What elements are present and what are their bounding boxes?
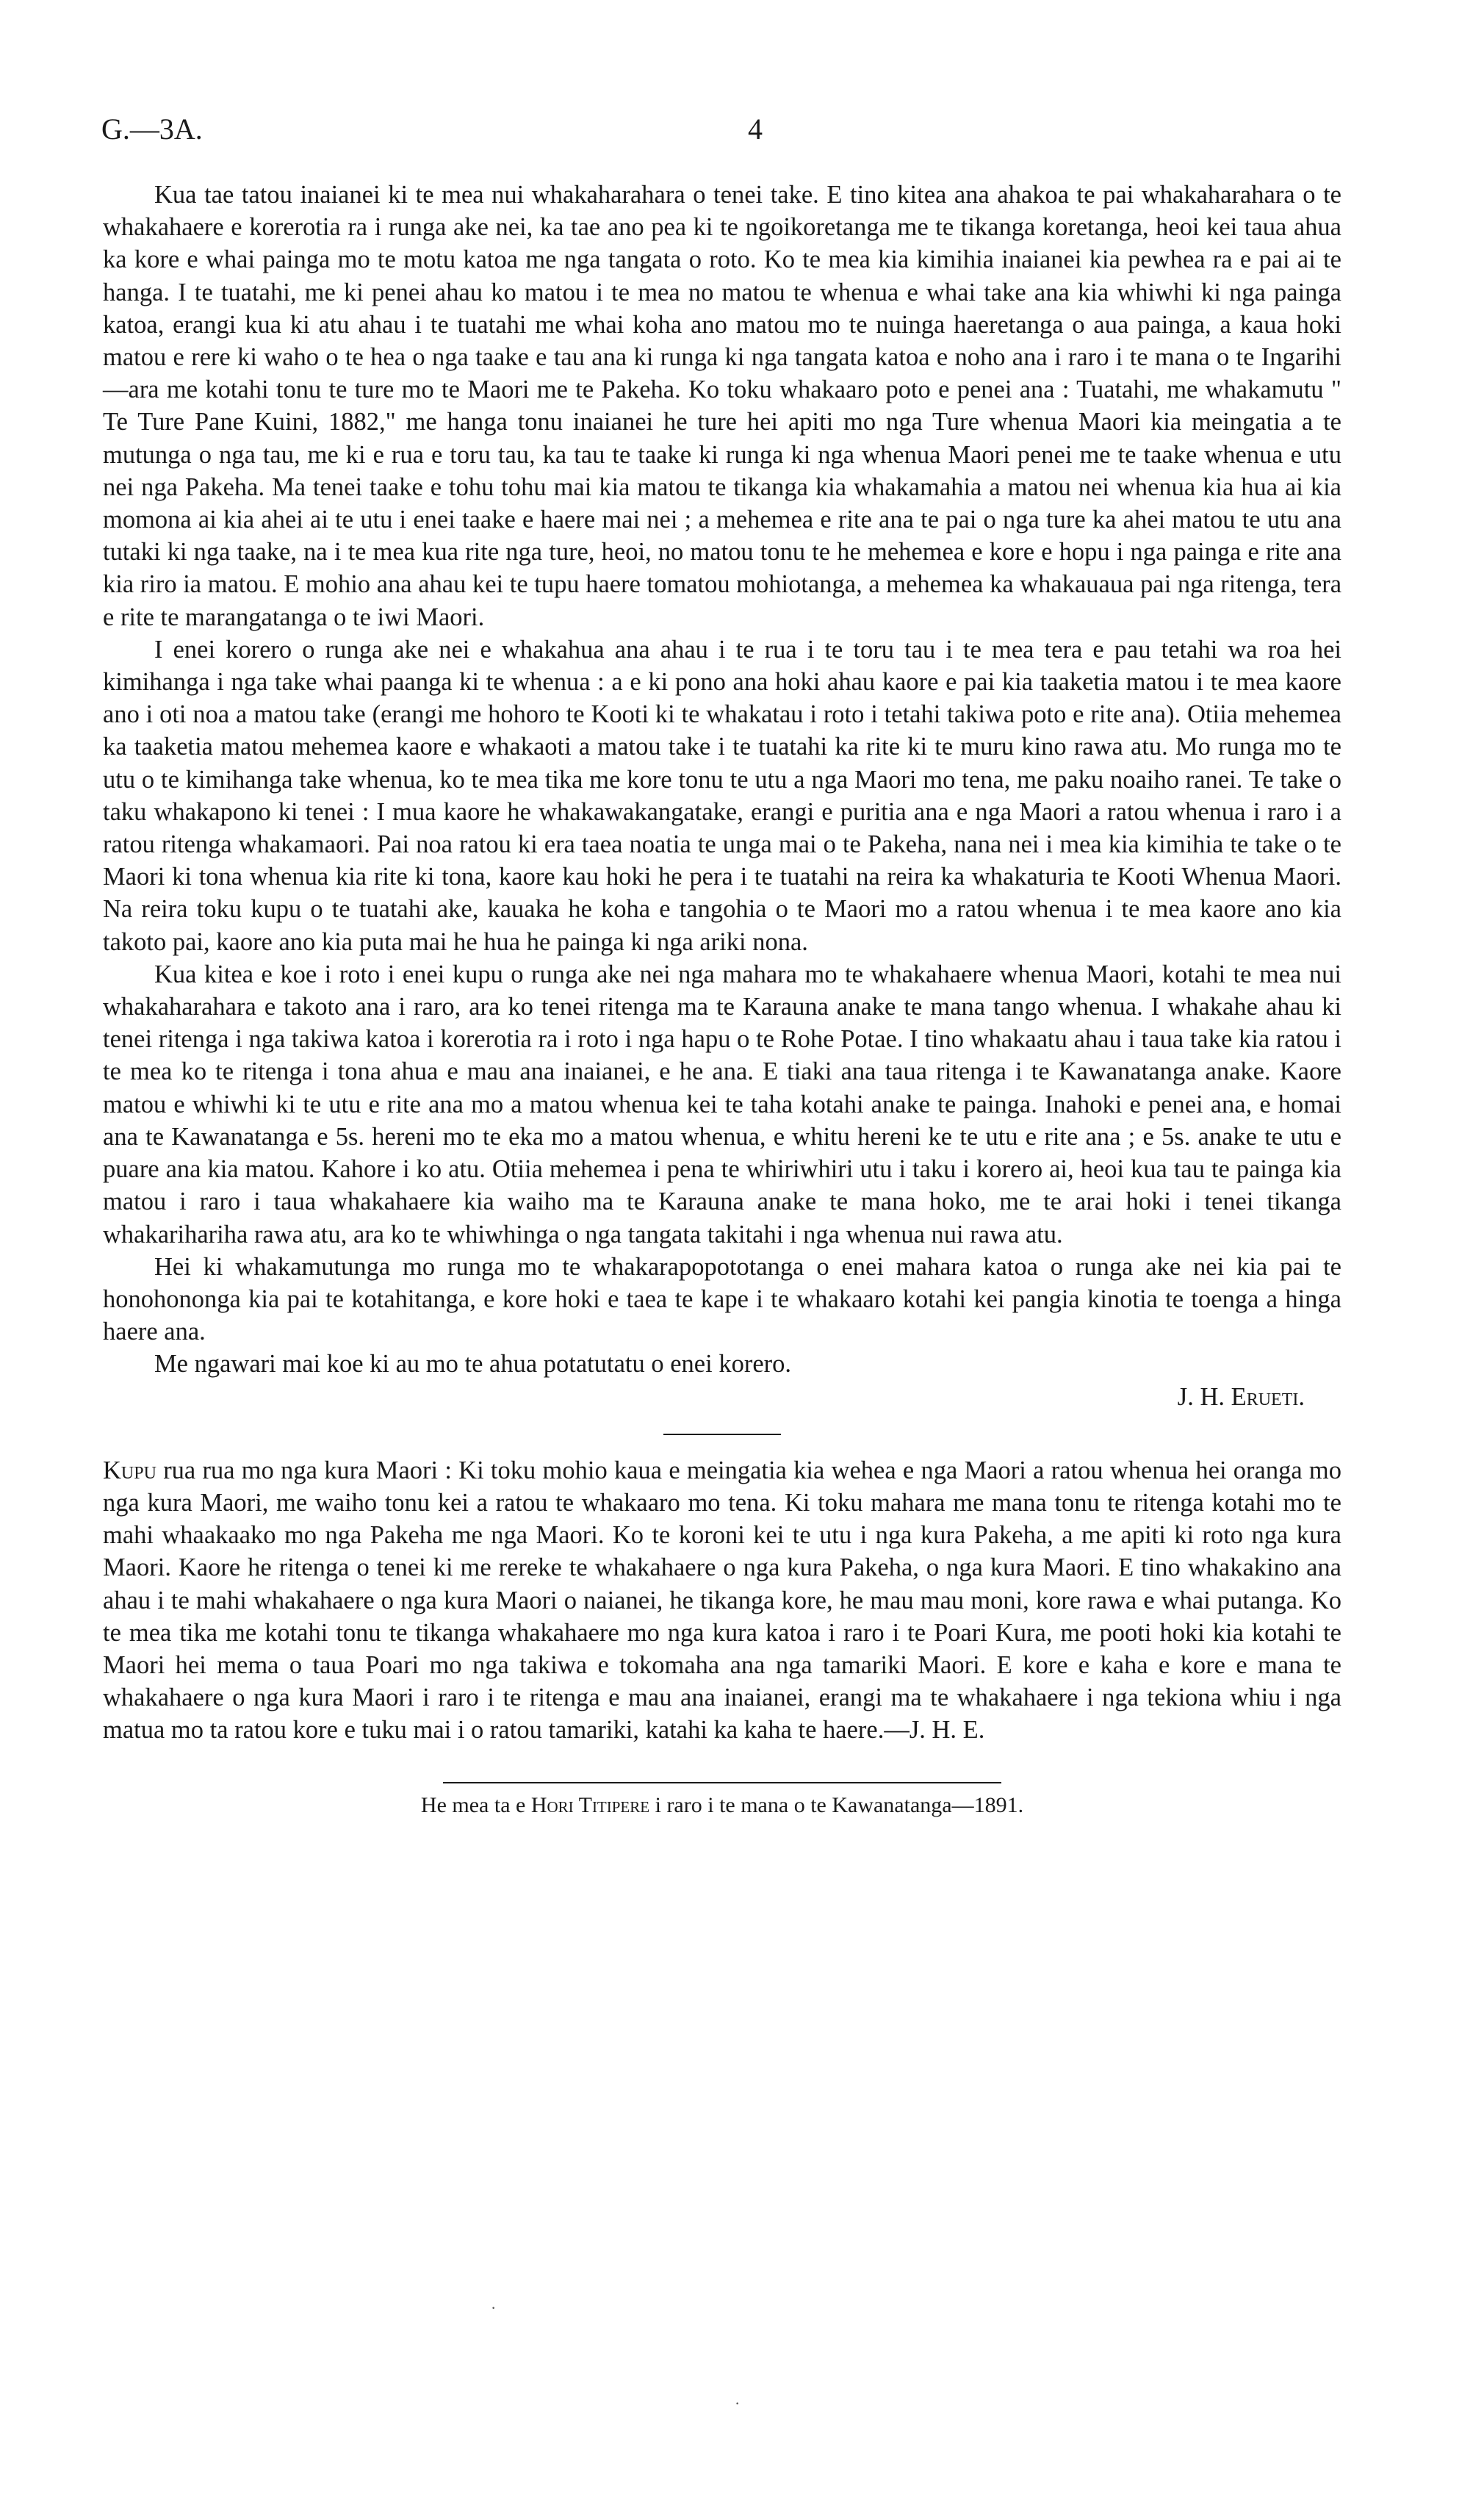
document-reference: G.—3A. [101,112,203,145]
paragraph: Hei ki whakamutunga mo runga mo te whakarapopototanga o enei mahara katoa o runga ake nei kia pai te honohononga kia pai te kotahitanga, e kore hoki e taea te kape i te whakaaro kotahi kei pangia kinotia te toenga a hinga haere ana. [103,1252,1341,1346]
paragraph: I enei korero o runga ake nei e whakahua ana ahau i te rua i te toru tau i te mea tera e pau tetahi wa roa hei kimihanga i nga take whai paanga ki te whenua : a e ki pono ana hoki ahau kaore e pai kia taaketia matou i te mea kaore ano i oti noa a matou take (erangi me hohoro te Kooti ki te whakatau i roto i tetahi takiwa poto e rite ana). Otiia mehemea ka taaketia matou mehemea kaore e whakaoti a matou take i te tuatahi ka rite ki te muru kino rawa atu. Mo runga mo te utu o te kimihanga take whenua, ko te mea tika me kore tonu te utu a nga Maori mo tena, me paku noaiho ranei. Te take o taku whakapono ki tenei : I mua kaore he whakawakangatake, erangi e puritia ana e nga Maori a ratou whenua i raro i a ratou ritenga whakamaori. Pai noa ratou ki era taea noatia te unga mai o te Pakeha, nana nei i mea kia kimihia te take o te Maori ki tona whenua kia rite ki tona, kaore kau hoki he pera i te tuatahi na reira ka whakaturia te Kooti Whenua Maori. Na reira toku kupu o te tuatahi ake, kauaka he koha e tangohia o te Maori mo a ratou whenua i te mea kaore ano kia takoto pai, kaore ano kia puta mai he hua he painga ki nga ariki nona. [103,635,1341,956]
section2-paragraph [103,1454,1341,1747]
signature-line [103,1381,1341,1413]
scan-speck: · [491,2299,497,2317]
imprint-post: i raro i te mana o te Kawanatanga—1891. [649,1792,1024,1817]
paragraph: Me ngawari mai koe ki au mo te ahua potatutatu o enei korero. [154,1350,791,1379]
section2-lead: Kupu [103,1456,156,1484]
imprint-pre: He mea ta e [420,1792,531,1817]
imprint-printer: Hori Titipere [530,1792,650,1817]
footer-divider [443,1782,1001,1783]
paragraph: Kua tae tatou inaianei ki te mea nui whakaharahara o tenei take. E tino kitea ana ahakoa te pai whakaharahara o te whakahaere e korerotia ra i runga ake nei, ka tae ano pea ki te ngoikoretanga me te tikanga koretanga, heoi kei taua ahua ka kore e whai painga mo te motu katoa me nga tangata o roto. Ko te mea kia kimihia inaianei kia pewhea ra e pai ai te hanga. I te tuatahi, me ki penei ahau ko matou i te mea no matou te whenua e whai take ana kia whiwhi ki nga painga katoa, erangi kua ki atu ahau i te tuatahi me whai koha ano matou mo te nuinga haeretanga o aua painga, a kaua hoki matou e rere ki waho o te hea o nga taake e tau ana ki runga ki nga tangata katoa e noho ana i raro i te mana o te Ingarihi—ara me kotahi tonu te ture mo te Maori me te Pakeha. Ko toku whakaaro poto e penei ana : Tuatahi, me whakamutu " Te Ture Pane Kuini, 1882," me hanga tonu inaianei he ture hei apiti mo nga Ture whenua Maori kia meingatia a te mutunga o nga tau, me ki e rua e toru tau, ka tau te taake ki runga ki nga whenua Maori penei me te taake whenua e utu nei nga Pakeha. Ma tenei taake e tohu tohu mai kia matou te tikanga kia whakamahia a matou nei whenua kia hua ai kia momona ai kia ahei ai te utu i enei taake e haere mai nei ; a mehemea e rite ana te pai o nga ture ka ahei matou te utu ana tutaki ki nga taake, na i te mea kua rite nga ture, heoi, no matou tonu te he mehemea e kore e hopu i nga painga e rite ana kia riro ia matou. E mohio ana ahau kei te tupu haere tomatou mohiotanga, a mehemea ka whakauaua pai nga ritenga, tera e rite te marangatanga o te iwi Maori. [103,181,1342,631]
paragraph: Kua kitea e koe i roto i enei kupu o runga ake nei nga mahara mo te whakahaere whenua Maori, kotahi te mea nui whakaharahara e takoto ana i raro, ara ko tenei ritenga ma te Karauna anake te mana tango whenua. I whakahe ahau ki tenei ritenga i nga takiwa katoa i korerotia ra i roto i nga hapu o te Rohe Potae. I tino whakaatu ahau i taua take kia ratou i te mea ko te ritenga i tona ahua e mau ana inaianei, e he ana. E tiaki ana taua ritenga i te Kawanatanga anake. Kaore matou e whiwhi ki te utu e rite ana mo a matou whenua kei te taha kotahi anake te painga. Inahoki e penei ana, e homai ana te Kawanatanga e 5s. hereni mo te eka mo a matou whenua, e whitu hereni ke te utu e rite ana ; e 5s. anake te utu e puare ana kia matou. Kahore i ko atu. Otiia mehemea i pena te whiriwhiri utu i taku i korero ai, heoi kua tau te painga kia matou i raro i taua whakahaere kia waiho ma te Karauna anake te mana hoko, me te arai hoki i tenei tikanga whakarihariha rawa atu, ara ko te whiwhinga o nga tangata takitahi i nga whenua nui rawa atu. [103,960,1341,1248]
scan-speck: · [735,2394,741,2412]
body-text [103,179,1341,1820]
section-divider [663,1434,781,1435]
printer-imprint [103,1791,1341,1820]
section2-text: rua rua mo nga kura Maori : Ki toku mohio kaua e meingatia kia wehea e nga Maori a ratou whenua hei oranga mo nga kura Maori, me waiho tonu kei a ratou te whakaaro mo tena. Ki toku mahara me mana tonu te ritenga kotahi mo te mahi whaakaako mo nga Pakeha me nga Maori. Ko te koroni kei te utu i nga kura Pakeha, a me apiti ki roto nga kura Maori. Kaore he ritenga o tenei ki me rereke te whakahaere o nga kura Pakeha, o nga kura Maori. E tino whakakino ana ahau i te mahi whakahaere o nga kura Maori o naianei, he tikanga kore, he mau mau moni, kore rawa e whai putanga. Ko te mea tika me kotahi tonu te tikanga whakahaere mo nga kura katoa i raro i te Poari Kura, me pooti hoki kia kotahi te Maori hei mema o taua Poari mo nga takiwa e tokomaha ana nga tamariki Maori. E kore e kaha e kore e mana te whakahaere o nga kura Maori i raro i te ritenga e mau ana inaianei, erangi ma te whakahaere i nga tekiona whiu i nga matua mo ta ratou kore e tuku mai i o ratou tamariki, katahi ka kaha te haere.—J. H. E. [103,1456,1341,1745]
page-number: 4 [748,112,763,145]
page-header [101,112,1343,156]
signature: J. H. Erueti. [1177,1382,1305,1411]
